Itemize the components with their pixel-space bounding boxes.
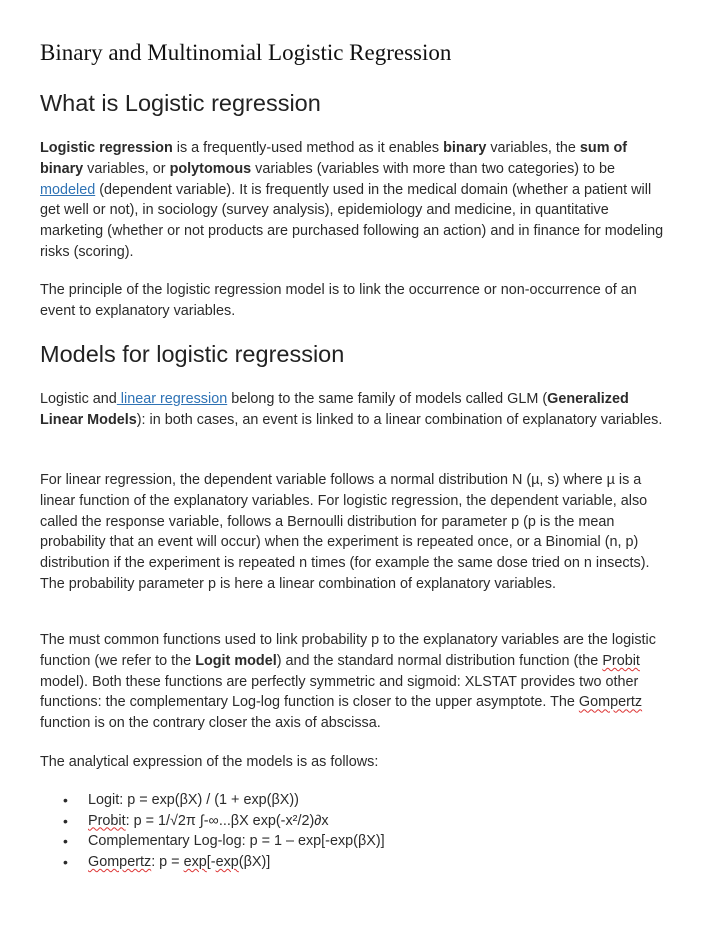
bullet-icon: • [63, 792, 68, 808]
section-heading-models: Models for logistic regression [40, 341, 345, 367]
paragraph-glm [40, 389, 670, 431]
bullet-icon: • [63, 812, 68, 829]
list-item-logit [40, 790, 670, 811]
text-run: belong to the same family of models called GLM ( [227, 391, 548, 407]
list-item-complementary-log-log [40, 831, 670, 852]
formula-text: : p = 1/√2π ∫-∞...βX exp(-x²/2)∂x [125, 812, 329, 829]
spellcheck-word: Probit [602, 652, 640, 669]
paragraph-principle: The principle of the logistic regression model is to link the occurrence or non-occurrence of an event to explanatory variables. [40, 282, 637, 319]
spellcheck-word: exp [183, 853, 207, 870]
text-run: ) and the standard normal distribution function (the [276, 652, 603, 669]
bold-term: Logit model [195, 652, 277, 669]
text-run: ): in both cases, an event is linked to a linear combination of explanatory variables. [136, 411, 663, 428]
section-heading-what-is: What is Logistic regression [40, 90, 321, 116]
bold-term: Logistic regression [40, 140, 173, 156]
list-item-gompertz [40, 852, 670, 873]
text-run: function is on the contrary closer the axis of abscissa. [40, 715, 381, 732]
linear-regression-link[interactable]: linear regression [116, 391, 228, 407]
text-run: The must common functions used to link probability p to the explanatory variables are the logistic function (we refer to the [40, 632, 656, 669]
text-run: (dependent variable). It is frequently used in the medical domain (whether a patient will get well or not), in sociology (survey analysis), epidemiology and medicine, in quantitative marketing (whether or not products are purchased following an action) and in finance for modeling risks (scoring). [40, 181, 664, 260]
modeled-link[interactable]: modeled [40, 181, 96, 198]
list-item-probit [40, 811, 670, 832]
text-run: variables, or [83, 160, 170, 177]
formula-text: Complementary Log-log: p = 1 – exp[-exp(βX)] [88, 833, 385, 850]
formula-text: [- [206, 853, 216, 870]
spellcheck-word: Gompertz [88, 853, 152, 870]
spellcheck-word: Gompertz [578, 694, 643, 711]
formula-text: : p = [151, 853, 184, 870]
text-run: model). Both these functions are perfectly symmetric and sigmoid: XLSTAT provides two other functions: the complementary Log-log function is closer to the upper asymptote. The [40, 673, 639, 711]
text-run: variables (variables with more than two categories) to be [251, 160, 616, 177]
paragraph-link-functions [40, 630, 670, 734]
bullet-icon: • [63, 853, 68, 870]
paragraph-definition [40, 138, 668, 263]
formula-text: (βX)] [238, 853, 271, 870]
formula-text: Logit: p = exp(βX) / (1 + exp(βX)) [88, 792, 299, 808]
text-run: is a frequently-used method as it enables [172, 140, 444, 156]
bold-term: sum of binary [40, 140, 628, 177]
text-run: Logistic and [40, 391, 117, 407]
spellcheck-word: Probit [88, 812, 126, 829]
bold-term: binary [443, 140, 487, 156]
paragraph-distributions: For linear regression, the dependent variable follows a normal distribution N (µ, s) where µ is a linear function of the explanatory variables. For logistic regression, the dependent variable, also called the response variable, follows a Bernoulli distribution for parameter p (p is the mean probability that an event will occur) when the experiment is repeated once, or a Binomial (n, p) distribution if the experiment is repeated n times (for example the same dose tried on n insects). The probability parameter p is here a linear combination of explanatory variables. [40, 472, 650, 592]
spellcheck-word: exp [215, 853, 239, 870]
bold-term: Generalized Linear Models [40, 391, 629, 428]
paragraph-analytical-intro: The analytical expression of the models is as follows: [40, 754, 379, 770]
model-formula-list [40, 790, 670, 872]
bullet-icon: • [63, 833, 68, 850]
document-title: Binary and Multinomial Logistic Regression [40, 40, 452, 65]
bold-term: polytomous [169, 160, 252, 177]
text-run: variables, the [486, 140, 580, 156]
